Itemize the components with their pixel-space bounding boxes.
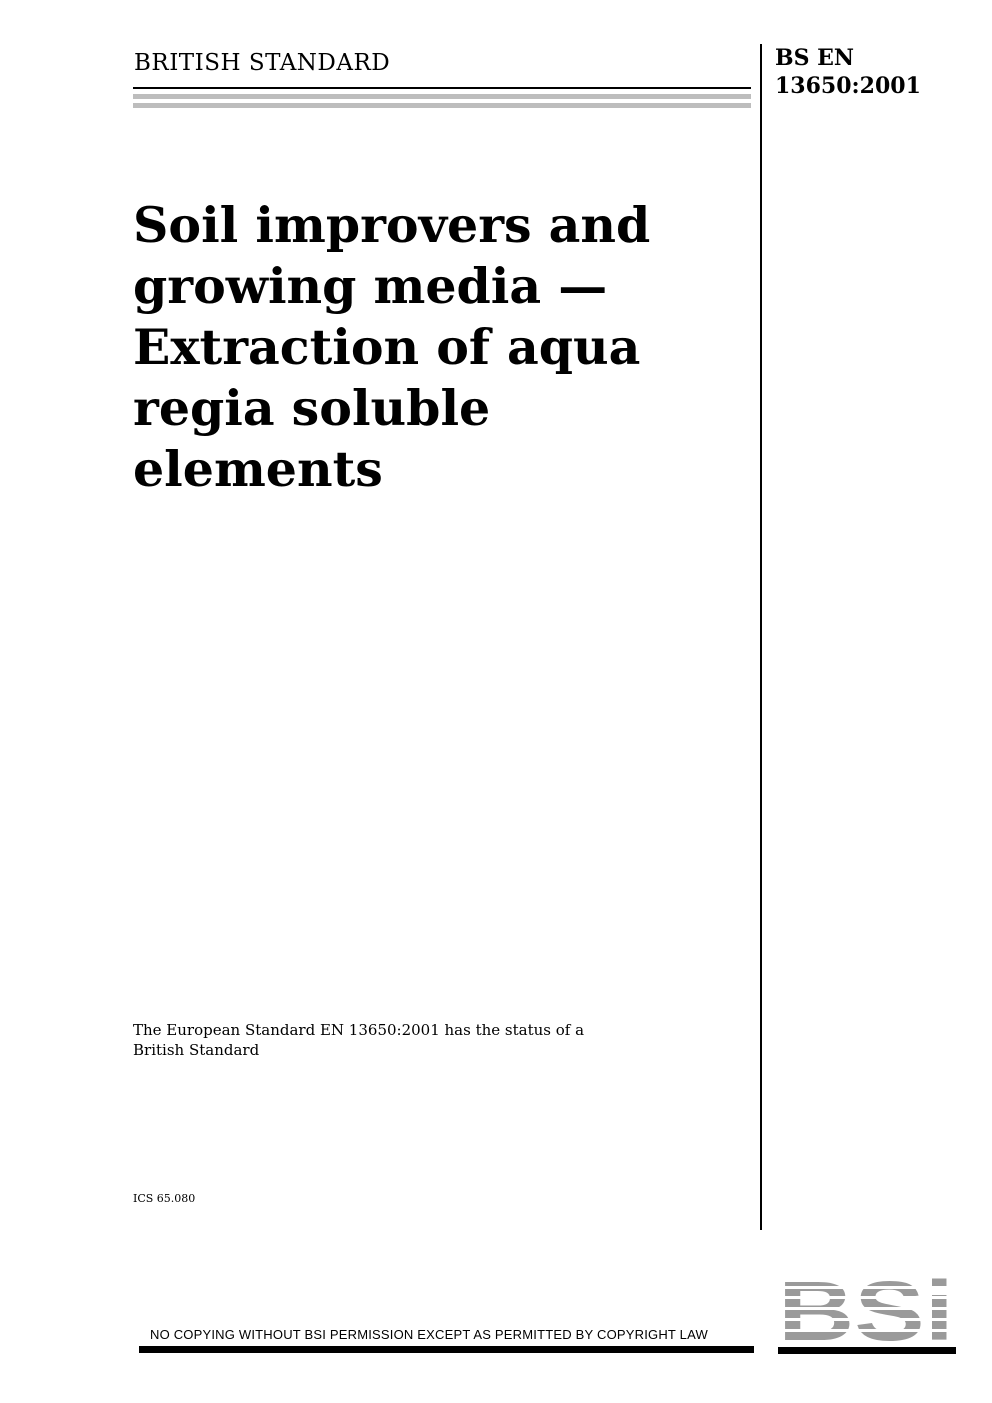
title-line-2: growing media — <box>133 257 608 315</box>
status-note-line2: British Standard <box>133 1041 260 1059</box>
bsi-logo <box>778 1276 956 1356</box>
vertical-divider <box>760 44 762 1230</box>
title-line-4: regia soluble elements <box>133 379 491 498</box>
standard-number-line1: BS EN <box>775 45 855 71</box>
standard-number-line2: 13650:2001 <box>775 73 921 99</box>
status-note <box>133 1020 633 1060</box>
header-rule-grey-lower <box>133 103 751 108</box>
standard-number <box>775 44 921 100</box>
ics-code: ICS 65.080 <box>133 1192 196 1205</box>
document-series-label: BRITISH STANDARD <box>134 50 391 76</box>
header-rule-grey-upper <box>133 94 751 99</box>
document-title <box>133 195 743 500</box>
footer-rule <box>139 1346 754 1353</box>
status-note-line1: The European Standard EN 13650:2001 has the status of a <box>133 1021 585 1039</box>
copyright-notice: NO COPYING WITHOUT BSI PERMISSION EXCEPT AS PERMITTED BY COPYRIGHT LAW <box>150 1327 708 1342</box>
title-line-1: Soil improvers and <box>133 196 651 254</box>
title-line-3: Extraction of aqua <box>133 318 641 376</box>
header-rule-thin <box>133 87 751 89</box>
